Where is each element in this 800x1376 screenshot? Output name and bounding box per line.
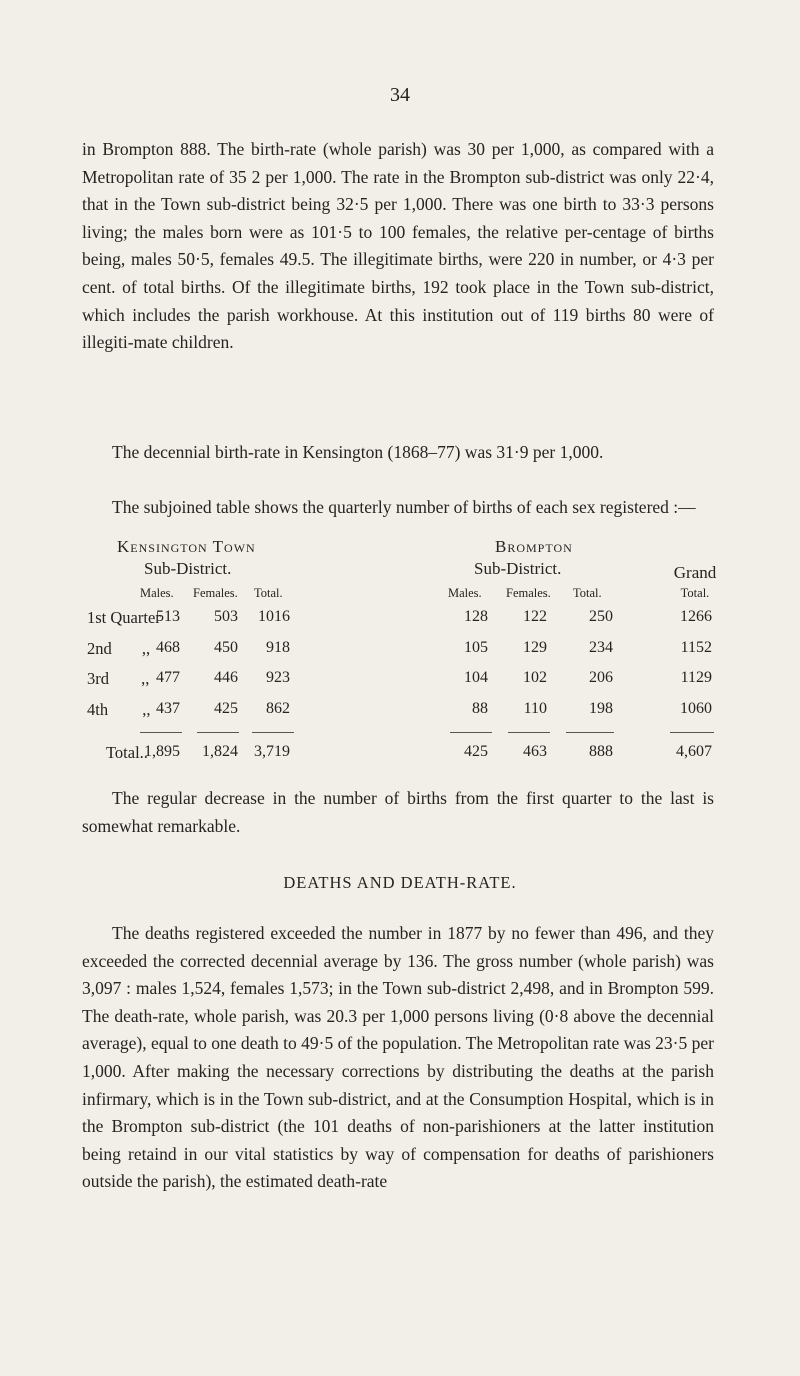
- section-heading-deaths: DEATHS AND DEATH-RATE.: [283, 873, 517, 892]
- col-head-brompton-males: Males.: [448, 586, 482, 600]
- cell-q2-town-males: 468: [156, 639, 180, 656]
- cell-q3-brompton-females: 102: [523, 669, 547, 686]
- table-grand-line1: Grand: [673, 563, 717, 582]
- cell-q3-town-females: 446: [214, 669, 238, 686]
- rule-town-males: [140, 732, 182, 733]
- paragraph-deaths: The deaths registered exceeded the number in 1877 by no fewer than 496, and they exceeded the corrected decennial average by 136. The gross number (whole parish) was 3,097 : males 1,524, females 1,573; in the Town sub-district 2,498, and in Brompton 599. The death-rate, whole parish, was 20.3 per 1,000 persons living (0·8 above the decennial average), equal to one death to 49·5 of the population. The Metropolitan rate was 23·5 per 1,000. After making the necessary corrections by distributing the deaths at the parish infirmary, which is in the Town sub-district, and at the Consumption Hospital, which is in the Brompton sub-district (the 101 deaths of non-parishioners at the latter institution being retaind in our vital statistics by way of compensation for deaths of parishioners outside the parish), the estimated death-rate: [82, 923, 714, 1192]
- col-head-brompton-females: Females.: [506, 586, 551, 600]
- paragraph-table-intro: The subjoined table shows the quarterly number of births of each sex registered :—: [112, 497, 696, 517]
- cell-q3-town-total: 923: [266, 669, 290, 686]
- cell-q4-brompton-males: 88: [472, 700, 488, 717]
- cell-q2-grand-total: 1152: [680, 639, 712, 656]
- col-head-town-males: Males.: [140, 586, 174, 600]
- rule-brompton-total: [566, 732, 614, 733]
- cell-total-town-males: 1,895: [144, 743, 180, 760]
- cell-q3-grand-total: 1129: [680, 669, 712, 686]
- cell-q4-town-females: 425: [214, 700, 238, 717]
- cell-q1-brompton-females: 122: [523, 608, 547, 625]
- paragraph-decennial-rate: The decennial birth-rate in Kensington (1868–77) was 31·9 per 1,000.: [112, 442, 604, 462]
- table-group-brompton-sub: Sub-District.: [474, 559, 562, 578]
- cell-total-brompton-males: 425: [464, 743, 488, 760]
- cell-total-town-total: 3,719: [254, 743, 290, 760]
- col-head-town-total: Total.: [254, 586, 283, 600]
- col-head-town-females: Females.: [193, 586, 238, 600]
- row-label-q4: 4th ,,: [87, 700, 151, 719]
- cell-q4-brompton-females: 110: [523, 700, 547, 717]
- page-number: 34: [390, 84, 410, 106]
- cell-total-grand-total: 4,607: [676, 743, 712, 760]
- row-label-total: Total..: [106, 743, 148, 762]
- col-head-brompton-total: Total.: [573, 586, 602, 600]
- rule-town-females: [197, 732, 239, 733]
- cell-q3-brompton-males: 104: [464, 669, 488, 686]
- cell-q1-brompton-males: 128: [464, 608, 488, 625]
- table-grand-line2: Total.: [680, 586, 710, 600]
- cell-q2-brompton-females: 129: [523, 639, 547, 656]
- cell-q4-brompton-total: 198: [589, 700, 613, 717]
- cell-q4-grand-total: 1060: [680, 700, 712, 717]
- row-label-q1: 1st Quarter: [87, 608, 161, 627]
- cell-q2-town-total: 918: [266, 639, 290, 656]
- rule-grand-total: [670, 732, 714, 733]
- rule-brompton-females: [508, 732, 550, 733]
- cell-q1-grand-total: 1266: [680, 608, 712, 625]
- paragraph-birth-rate: in Brompton 888. The birth-rate (whole parish) was 30 per 1,000, as compared with a Metropolitan rate of 35 2 per 1,000. The rate in the Brompton sub-district was only 22·4, that in the Town sub-district being 32·5 per 1,000. There was one birth to 33·3 persons living; the males born were as 101·5 to 100 females, the relative per-centage of births being, males 50·5, females 49.5. The illegitimate births, were 220 in number, or 4·3 per cent. of total births. Of the illegitimate births, 192 took place in the Town sub-district, which includes the parish workhouse. At this institution out of 119 births 80 were of illegiti-mate children.: [82, 139, 714, 353]
- table-group-kensington-title: Kensington Town: [117, 537, 256, 556]
- cell-q1-town-males: 513: [156, 608, 180, 625]
- cell-total-brompton-females: 463: [523, 743, 547, 760]
- cell-q1-town-total: 1016: [258, 608, 290, 625]
- cell-q2-brompton-males: 105: [464, 639, 488, 656]
- table-group-kensington-sub: Sub-District.: [144, 559, 232, 578]
- cell-q4-town-males: 437: [156, 700, 180, 717]
- cell-q3-brompton-total: 206: [589, 669, 613, 686]
- row-label-q2: 2nd ,,: [87, 639, 151, 658]
- cell-q3-town-males: 477: [156, 669, 180, 686]
- cell-q2-brompton-total: 234: [589, 639, 613, 656]
- cell-q2-town-females: 450: [214, 639, 238, 656]
- row-label-q3: 3rd ,,: [87, 669, 150, 688]
- cell-q1-brompton-total: 250: [589, 608, 613, 625]
- rule-brompton-males: [450, 732, 492, 733]
- rule-town-total: [252, 732, 294, 733]
- cell-total-town-females: 1,824: [202, 743, 238, 760]
- paragraph-regular-decrease: The regular decrease in the number of births from the first quarter to the last is somewhat remarkable.: [82, 788, 714, 836]
- cell-q1-town-females: 503: [214, 608, 238, 625]
- table-group-brompton-title: Brompton: [495, 537, 573, 556]
- cell-total-brompton-total: 888: [589, 743, 613, 760]
- cell-q4-town-total: 862: [266, 700, 290, 717]
